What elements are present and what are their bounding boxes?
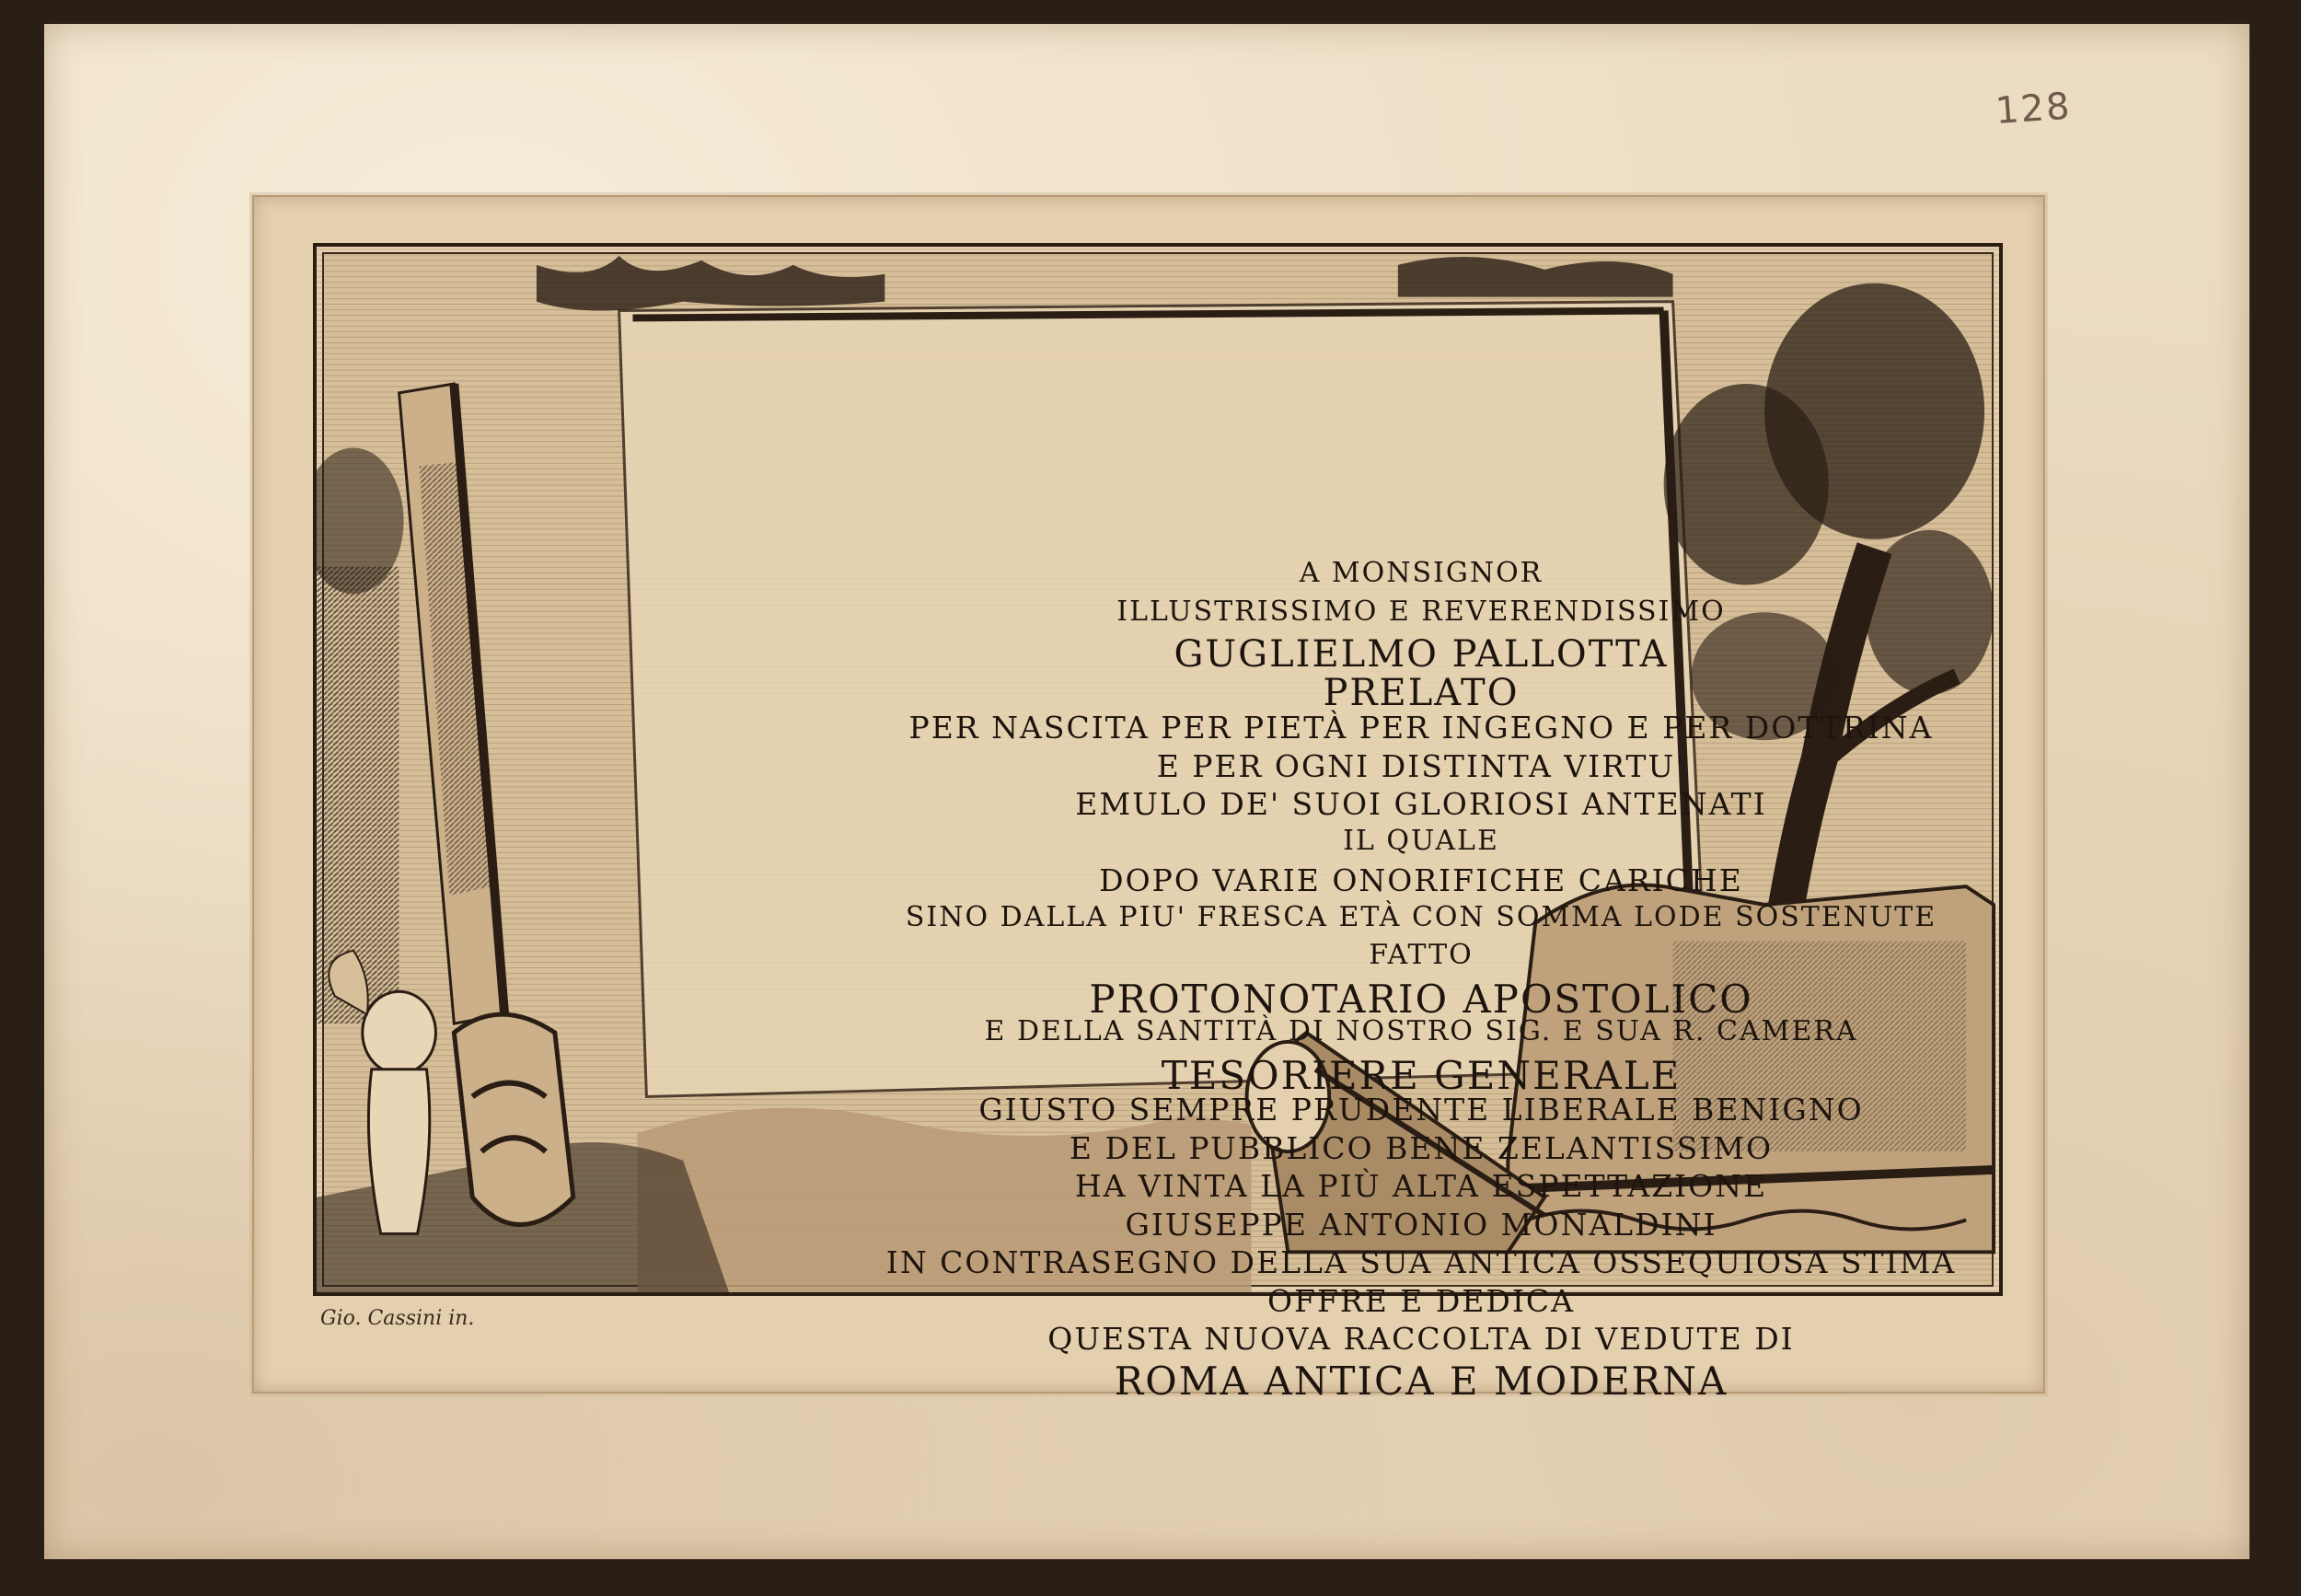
inscription-line: QUESTA NUOVA RACCOLTA DI VEDUTE DI bbox=[1047, 1321, 1795, 1357]
inscription-line: TESORIERE GENERALE bbox=[1161, 1052, 1682, 1098]
inscription-line: DOPO VARIE ONORIFICHE CARICHE bbox=[1099, 862, 1743, 898]
inscription-line: ILLUSTRISSIMO E REVERENDISSIMO bbox=[1116, 595, 1726, 628]
inscription-line: GUGLIELMO PALLOTTA bbox=[1174, 633, 1669, 676]
ruined-wall-left bbox=[317, 567, 399, 1024]
inscription-line: OFFRE E DEDICA bbox=[1267, 1282, 1575, 1319]
inscription-line: ROMA ANTICA E MODERNA bbox=[1114, 1358, 1729, 1404]
inscription-line: E PER OGNI DISTINTA VIRTU' bbox=[1156, 747, 1686, 784]
dedication-inscription bbox=[869, 557, 1973, 1425]
inscription-line: IN CONTRASEGNO DELLA SUA ANTICA OSSEQUIOSA STIMA bbox=[885, 1244, 1957, 1280]
inscription-line: A MONSIGNOR bbox=[1299, 557, 1544, 589]
engraver-signature: Gio. Cassini in. bbox=[320, 1307, 475, 1330]
inscription-line: GIUSEPPE ANTONIO MONALDINI bbox=[1125, 1206, 1717, 1243]
inscription-line: GIUSTO SEMPRE PRUDENTE LIBERALE BENIGNO bbox=[978, 1092, 1864, 1128]
handwritten-number: 128 bbox=[1994, 85, 2073, 133]
inscription-line: E DELLA SANTITÀ DI NOSTRO SIG. E SUA R. CAMERA bbox=[984, 1015, 1858, 1047]
paper-sheet bbox=[44, 24, 2249, 1559]
inscription-line: PER NASCITA PER PIETÀ PER INGEGNO E PER DOTTRINA bbox=[908, 710, 1934, 746]
inscription-line: HA VINTA LA PIÙ ALTA ESPETTAZIONE bbox=[1074, 1168, 1768, 1204]
inscription-line: IL QUALE bbox=[1343, 824, 1499, 857]
inscription-line: SINO DALLA PIU' FRESCA ETÀ CON SOMMA LODE SOSTENUTE bbox=[905, 900, 1937, 933]
inscription-line: E DEL PUBBLICO BENE ZELANTISSIMO bbox=[1069, 1129, 1774, 1166]
inscription-line: EMULO DE' SUOI GLORIOSI ANTENATI bbox=[1075, 786, 1767, 822]
inscription-line: PROTONOTARIO APOSTOLICO bbox=[1089, 976, 1753, 1022]
inscription-line: PRELATO bbox=[1323, 671, 1520, 714]
inscription-line: FATTO bbox=[1369, 939, 1474, 971]
